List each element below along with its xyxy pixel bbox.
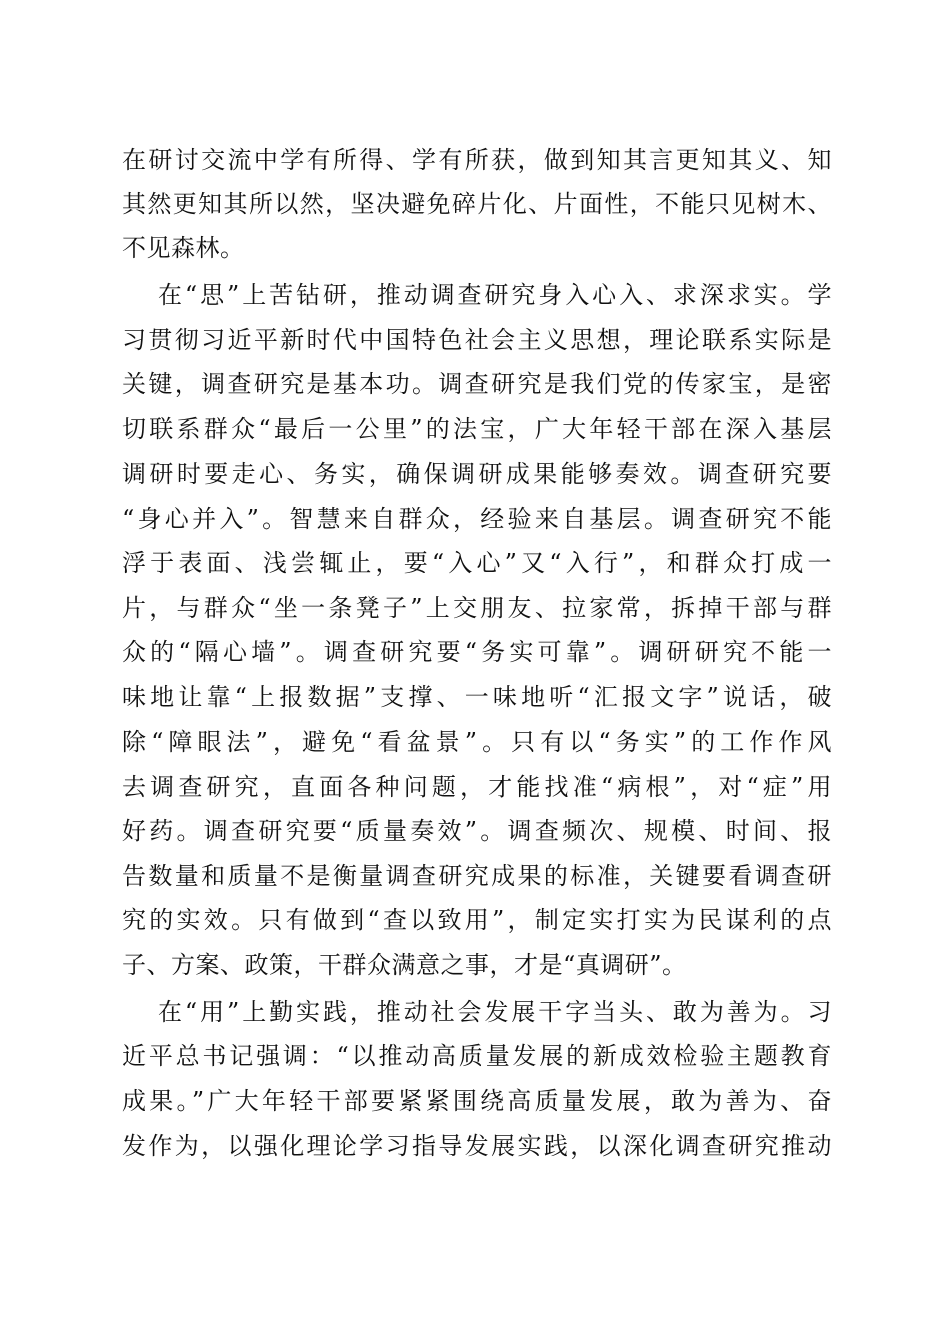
text-line: 发作为，以强化理论学习指导发展实践，以深化调查研究推动 [122, 1132, 832, 1160]
text-line: 关键，调查研究是基本功。调查研究是我们党的传家宝，是密 [122, 370, 832, 398]
text-line: 成果。”广大年轻干部要紧紧围绕高质量发展，敢为善为、奋 [122, 1087, 832, 1115]
text-line: 好药。调查研究要“质量奏效”。调查频次、规模、时间、报 [122, 817, 832, 845]
text-line: 除“障眼法”，避免“看盆景”。只有以“务实”的工作作风 [122, 728, 832, 756]
text-line: 其然更知其所以然，坚决避免碎片化、片面性，不能只见树木、 [122, 190, 832, 218]
text-line: 去调查研究，直面各种问题，才能找准“病根”，对“症”用 [122, 773, 832, 801]
paragraph-first-line: 在“用”上勤实践，推动社会发展干字当头、敢为善为。习 [158, 998, 832, 1026]
text-line: 近平总书记强调：“以推动高质量发展的新成效检验主题教育 [122, 1042, 832, 1070]
text-line: 味地让靠“上报数据”支撑、一味地听“汇报文字”说话，破 [122, 683, 832, 711]
text-line: 子、方案、政策，干群众满意之事，才是“真调研”。 [122, 951, 687, 979]
text-line: 片，与群众“坐一条凳子”上交朋友、拉家常，拆掉干部与群 [122, 594, 832, 622]
text-line: 告数量和质量不是衡量调查研究成果的标准，关键要看调查研 [122, 862, 832, 890]
paragraph-first-line: 在“思”上苦钻研，推动调查研究身入心入、求深求实。学 [158, 281, 832, 309]
text-line: “身心并入”。智慧来自群众，经验来自基层。调查研究不能 [122, 505, 832, 533]
text-line: 浮于表面、浅尝辄止，要“入心”又“入行”，和群众打成一 [122, 549, 832, 577]
text-line: 调研时要走心、务实，确保调研成果能够奏效。调查研究要 [122, 460, 832, 488]
text-line: 究的实效。只有做到“查以致用”，制定实打实为民谋利的点 [122, 906, 832, 934]
text-line: 不见森林。 [122, 234, 245, 262]
text-line: 切联系群众“最后一公里”的法宝，广大年轻干部在深入基层 [122, 415, 832, 443]
text-line: 习贯彻习近平新时代中国特色社会主义思想，理论联系实际是 [122, 326, 832, 354]
text-line: 众的“隔心墙”。调查研究要“务实可靠”。调研研究不能一 [122, 638, 832, 666]
text-line: 在研讨交流中学有所得、学有所获，做到知其言更知其义、知 [122, 146, 832, 174]
